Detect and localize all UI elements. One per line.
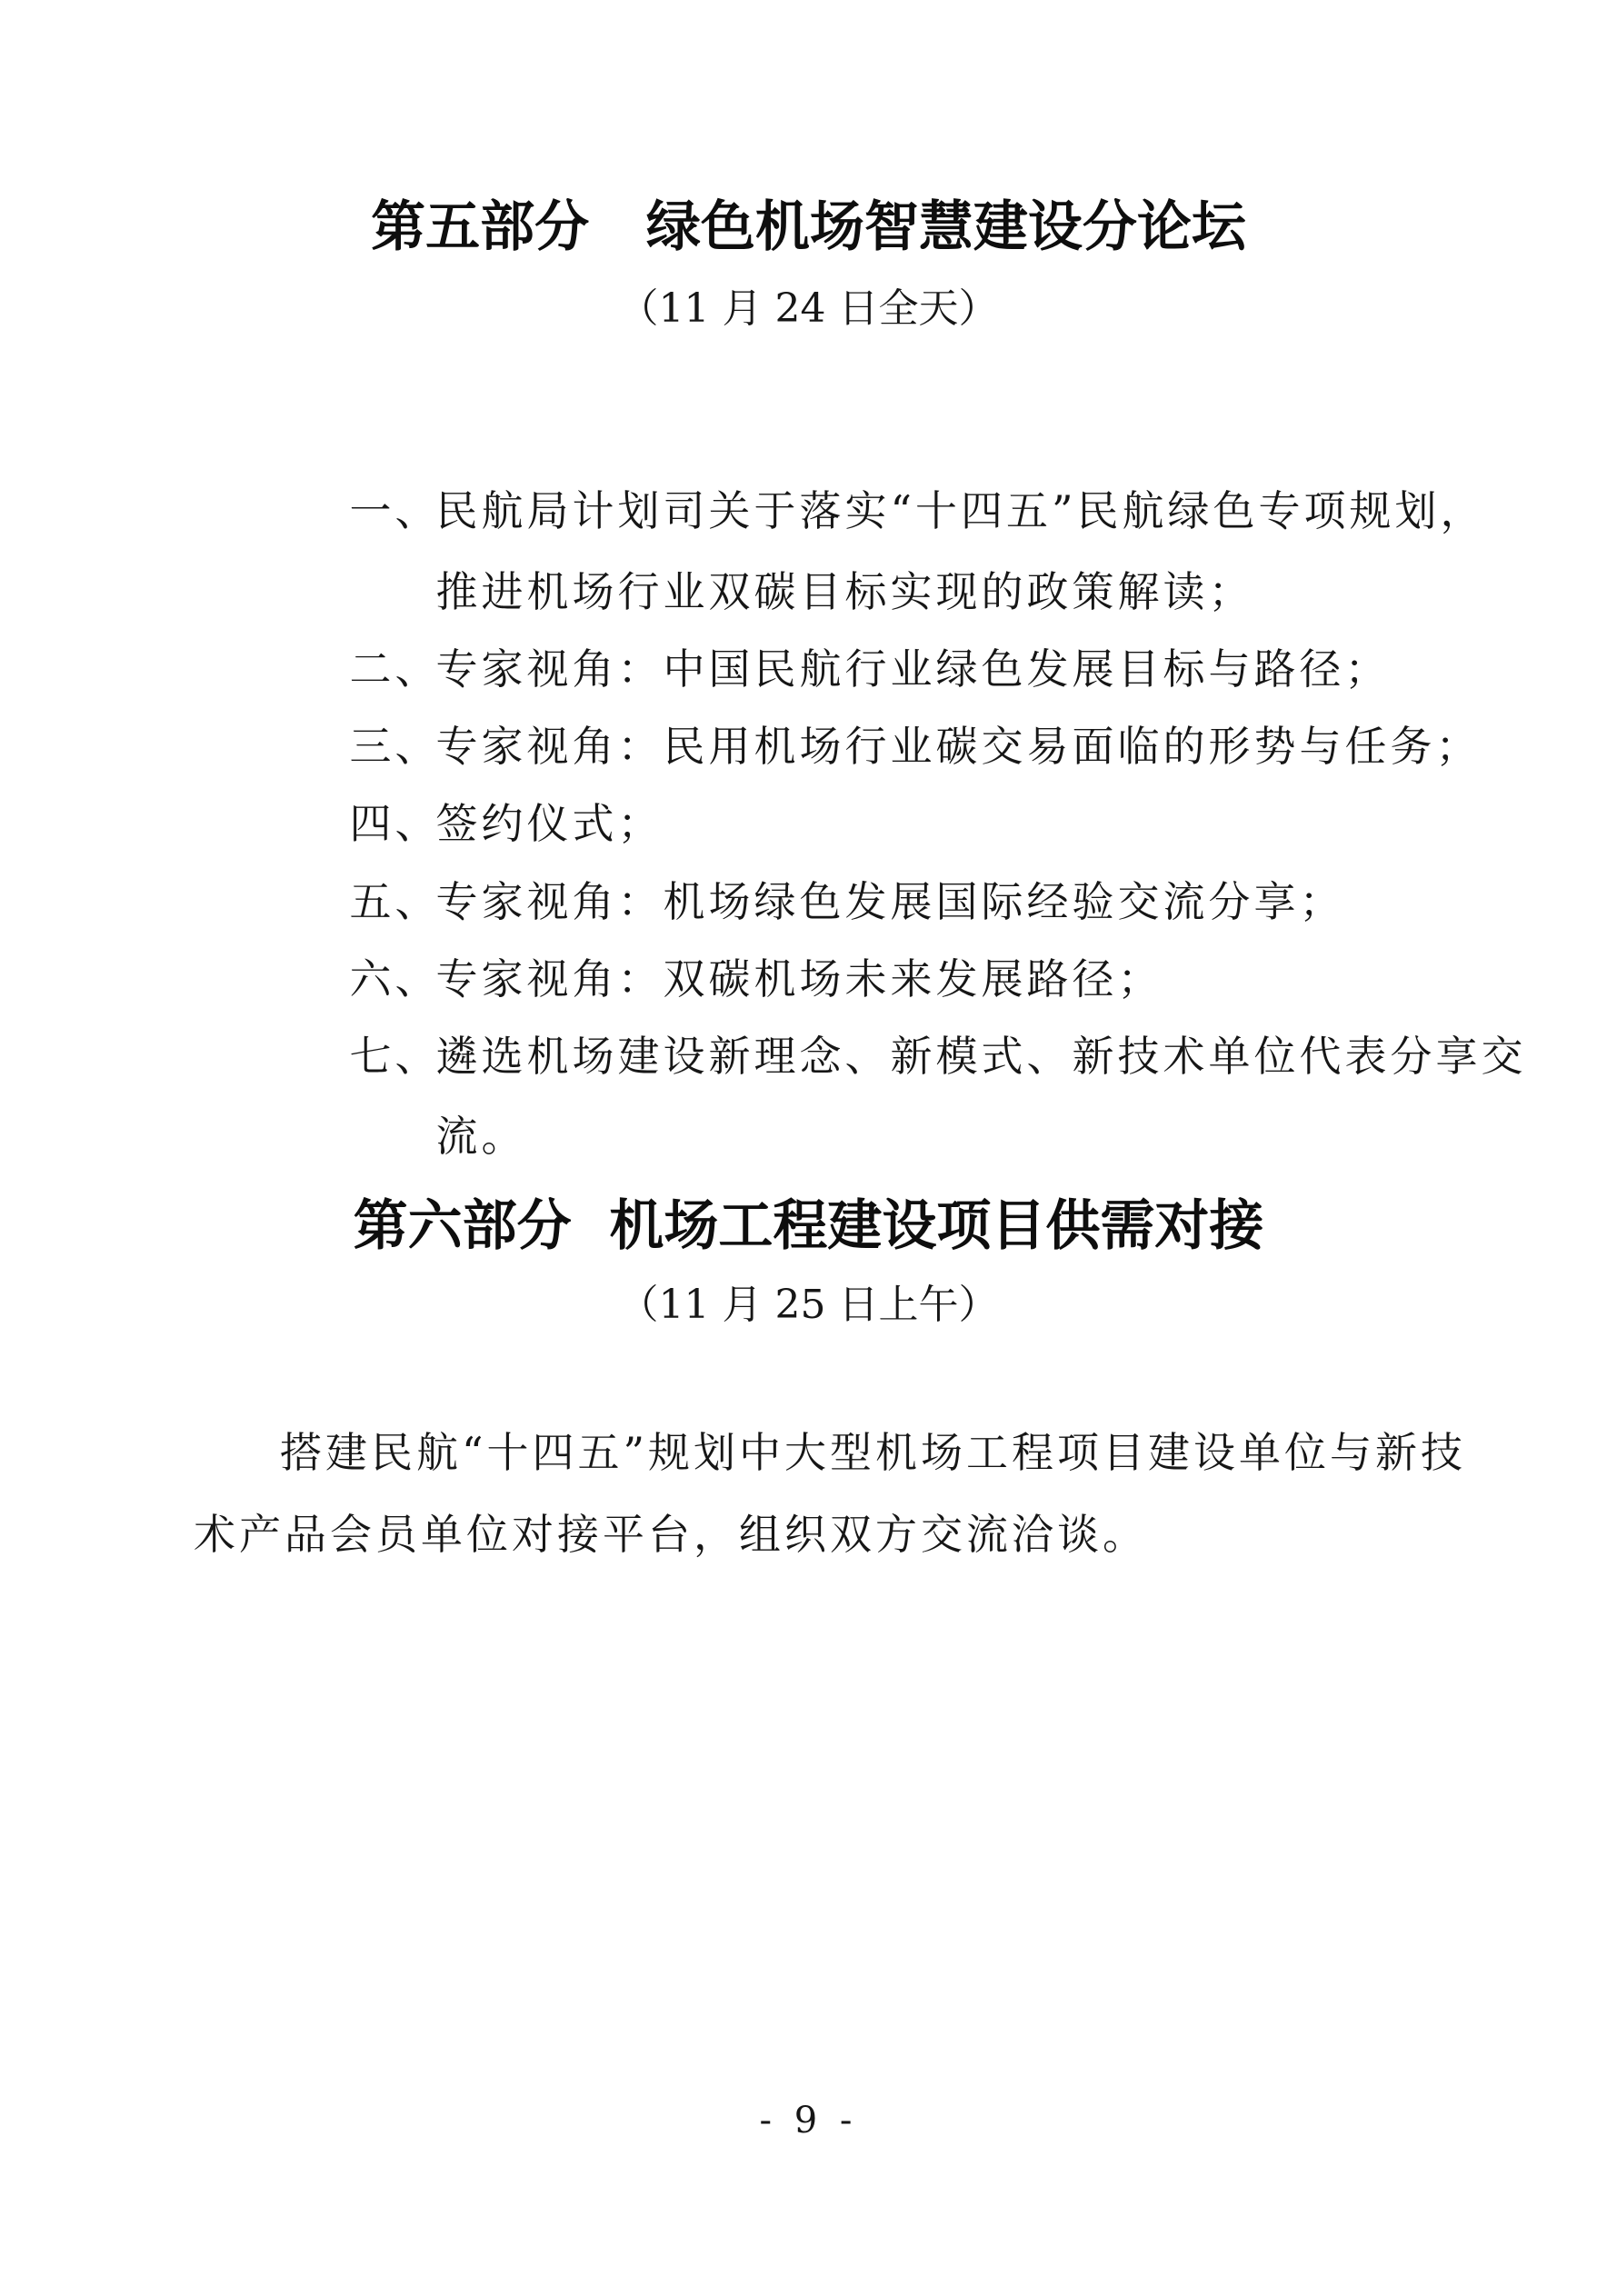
section6-title: 第六部分 机场工程建设项目供需对接 bbox=[353, 1194, 1264, 1258]
item-text: 专家视角：机场绿色发展国际经验交流分享； bbox=[435, 877, 1345, 926]
item-text: 推进机场行业双碳目标实现的政策解读； bbox=[435, 567, 1254, 616]
section5-title: 第五部分 绿色机场智慧建设分论坛 bbox=[371, 195, 1246, 259]
item-text: 民航局计划司关于落实“十四五”民航绿色专项规划， bbox=[435, 486, 1486, 535]
paragraph-line: 搭建民航“十四五”规划中大型机场工程项目建设单位与新技 bbox=[280, 1428, 1467, 1477]
paragraph-line: 术产品会员单位对接平台，组织双方交流洽谈。 bbox=[194, 1510, 1148, 1559]
item-text: 专家视角：民用机场行业碳交易面临的形势与任务； bbox=[435, 722, 1482, 771]
item-number: 一、 bbox=[349, 486, 441, 535]
item-number: 七、 bbox=[349, 1032, 441, 1081]
item-text: 遴选机场建设新理念、新模式、新技术单位代表分享交 bbox=[435, 1032, 1527, 1081]
page-number: - 9 - bbox=[759, 2100, 858, 2141]
item-number: 五、 bbox=[349, 877, 441, 926]
item-text: 流。 bbox=[435, 1112, 527, 1161]
item-number: 四、 bbox=[349, 799, 441, 848]
item-number: 二、 bbox=[349, 644, 441, 694]
item-text: 专家视角：双碳机场未来发展路径； bbox=[435, 954, 1163, 1003]
section6-date: （11 月 25 日上午） bbox=[618, 1282, 999, 1328]
item-text: 签约仪式； bbox=[435, 799, 664, 848]
section5-date: （11 月 24 日全天） bbox=[618, 285, 999, 332]
item-number: 三、 bbox=[349, 722, 441, 771]
item-text: 专家视角：中国民航行业绿色发展目标与路径； bbox=[435, 644, 1391, 694]
item-number: 六、 bbox=[349, 954, 441, 1003]
